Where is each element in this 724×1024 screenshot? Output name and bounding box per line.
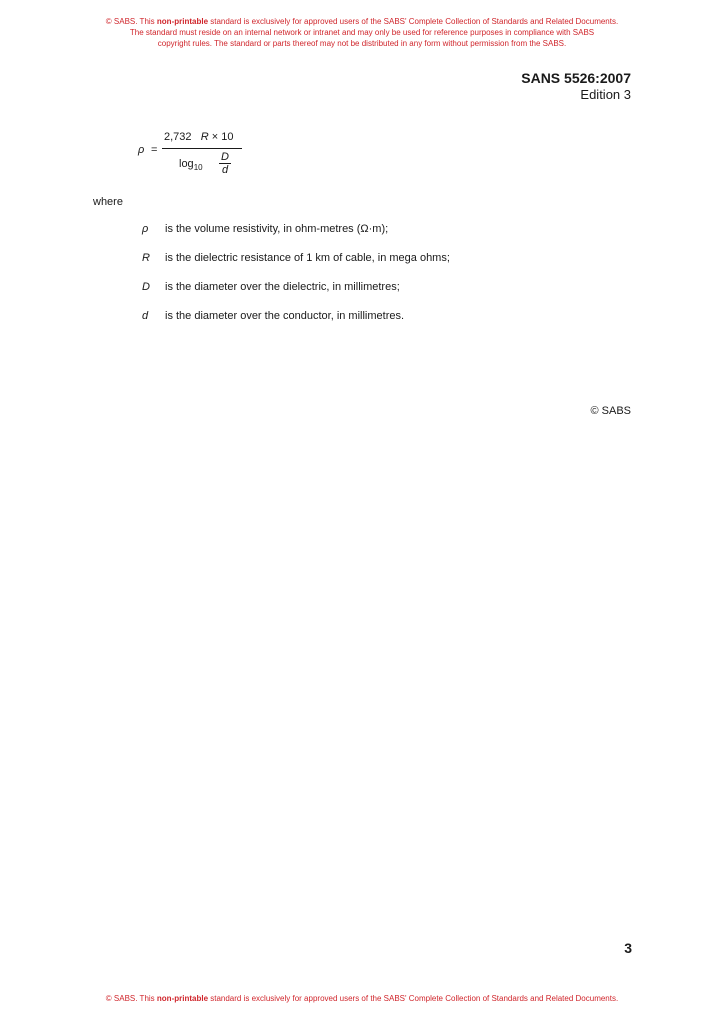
definition-text: is the diameter over the dielectric, in millimetres; [165, 281, 400, 293]
formula-fraction-bar [162, 148, 242, 149]
formula-diameter-ratio: D d [218, 151, 232, 176]
doc-number: SANS 5526:2007 [521, 70, 631, 86]
formula-log: $\log_{10}$ [179, 158, 203, 173]
notice-line-3: copyright rules. The standard or parts thereof may not be distributed in any form without permission from the SABS. [157, 39, 567, 48]
notice-line-2: The standard must reside on an internal network or intranet and may only be used for reference purposes in compliance with SABS [129, 28, 595, 37]
definition-text: is the diameter over the conductor, in millimetres. [165, 310, 405, 322]
notice-line-1: © SABS. This non-printable standard is exclusively for approved users of the SABS' Complete Collection of Standards and Related Documents. [105, 17, 619, 26]
definition-symbol: ρ [142, 223, 149, 235]
document-identifier [521, 70, 631, 103]
definition-r [142, 252, 450, 281]
copyright-notice-bottom: © SABS. This non-printable standard is exclusively for approved users of the SABS' Complete Collection of Standards and Related Documents. [105, 994, 619, 1003]
definition-symbol: R [142, 252, 150, 264]
formula-numerator: 2,732 R × 10 [164, 131, 234, 143]
non-printable-emphasis: non-printable [156, 17, 209, 26]
where-label: where [93, 196, 123, 208]
non-printable-emphasis: non-printable [156, 994, 209, 1003]
definition-symbol: d [142, 310, 149, 322]
definition-rho [142, 223, 450, 252]
copyright-mark: © SABS [590, 405, 631, 417]
doc-edition: Edition 3 [580, 87, 631, 102]
definition-text: is the dielectric resistance of 1 km of cable, in mega ohms; [165, 252, 450, 264]
formula-lhs: ρ [138, 144, 145, 156]
definitions-list [142, 223, 450, 339]
definition-text: is the volume resistivity, in ohm-metres (Ω·m); [165, 223, 389, 235]
volume-resistivity-formula [138, 128, 268, 184]
definition-symbol: D [142, 281, 150, 293]
definition-d-upper [142, 281, 450, 310]
formula-equals: = [151, 144, 158, 156]
page-number: 3 [624, 940, 632, 956]
definition-d-lower [142, 310, 450, 339]
copyright-notice-top [0, 16, 724, 49]
